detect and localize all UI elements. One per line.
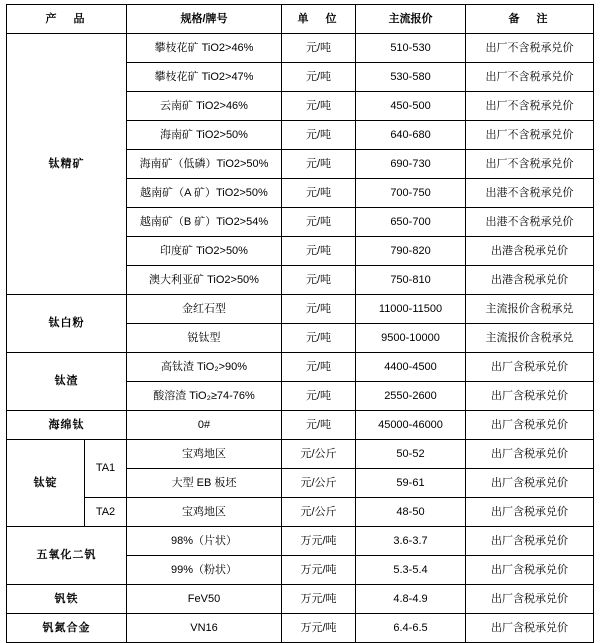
price-cell: 59-61 [356, 469, 466, 498]
spec-cell: 越南矿（A 矿）TiO2>50% [127, 179, 282, 208]
price-cell: 5.3-5.4 [356, 556, 466, 585]
price-table-sheet [0, 4, 601, 634]
spec-cell: 宝鸡地区 [127, 440, 282, 469]
table-row [7, 353, 594, 382]
header-product: 产 品 [7, 5, 127, 34]
note-cell: 出厂含税承兑价 [466, 411, 594, 440]
unit-cell: 元/吨 [282, 266, 356, 295]
note-cell: 出厂含税承兑价 [466, 498, 594, 527]
unit-cell: 万元/吨 [282, 614, 356, 643]
category-cell: 海绵钛 [7, 411, 127, 440]
spec-cell: 98%（片状） [127, 527, 282, 556]
note-cell: 出厂含税承兑价 [466, 556, 594, 585]
unit-cell: 元/吨 [282, 353, 356, 382]
spec-cell: 高钛渣 TiO₂>90% [127, 353, 282, 382]
note-cell: 出港不含税承兑价 [466, 208, 594, 237]
table-row [7, 295, 594, 324]
spec-cell: 印度矿 TiO2>50% [127, 237, 282, 266]
note-cell: 出厂含税承兑价 [466, 585, 594, 614]
price-cell: 4400-4500 [356, 353, 466, 382]
price-cell: 700-750 [356, 179, 466, 208]
category-cell: 钛渣 [7, 353, 127, 411]
price-cell: 790-820 [356, 237, 466, 266]
table-row [7, 614, 594, 643]
spec-cell: 越南矿（B 矿）TiO2>54% [127, 208, 282, 237]
unit-cell: 万元/吨 [282, 556, 356, 585]
unit-cell: 元/吨 [282, 121, 356, 150]
price-cell: 50-52 [356, 440, 466, 469]
note-cell: 出厂含税承兑价 [466, 440, 594, 469]
note-cell: 出港不含税承兑价 [466, 179, 594, 208]
unit-cell: 万元/吨 [282, 527, 356, 556]
price-cell: 48-50 [356, 498, 466, 527]
price-cell: 11000-11500 [356, 295, 466, 324]
grade-cell: TA2 [85, 498, 127, 527]
unit-cell: 元/吨 [282, 34, 356, 63]
note-cell: 出港含税承兑价 [466, 237, 594, 266]
unit-cell: 元/公斤 [282, 440, 356, 469]
note-cell: 出厂含税承兑价 [466, 382, 594, 411]
spec-cell: 海南矿 TiO2>50% [127, 121, 282, 150]
unit-cell: 元/公斤 [282, 469, 356, 498]
unit-cell: 元/吨 [282, 92, 356, 121]
spec-cell: 0# [127, 411, 282, 440]
header-spec: 规格/牌号 [127, 5, 282, 34]
spec-cell: 大型 EB 板坯 [127, 469, 282, 498]
category-cell: 钒铁 [7, 585, 127, 614]
unit-cell: 元/吨 [282, 150, 356, 179]
spec-cell: VN16 [127, 614, 282, 643]
table-row [7, 585, 594, 614]
price-table [6, 4, 594, 643]
spec-cell: 海南矿（低磷）TiO2>50% [127, 150, 282, 179]
note-cell: 出厂不含税承兑价 [466, 150, 594, 179]
table-header-row [7, 5, 594, 34]
spec-cell: 澳大利亚矿 TiO2>50% [127, 266, 282, 295]
table-row [7, 498, 594, 527]
unit-cell: 元/吨 [282, 324, 356, 353]
note-cell: 主流报价含税承兑 [466, 295, 594, 324]
category-cell: 钛白粉 [7, 295, 127, 353]
spec-cell: FeV50 [127, 585, 282, 614]
table-row [7, 34, 594, 63]
unit-cell: 元/吨 [282, 63, 356, 92]
table-row [7, 527, 594, 556]
header-unit: 单 位 [282, 5, 356, 34]
unit-cell: 元/吨 [282, 208, 356, 237]
note-cell: 出港含税承兑价 [466, 266, 594, 295]
note-cell: 主流报价含税承兑 [466, 324, 594, 353]
table-row [7, 411, 594, 440]
note-cell: 出厂含税承兑价 [466, 614, 594, 643]
price-cell: 45000-46000 [356, 411, 466, 440]
price-cell: 2550-2600 [356, 382, 466, 411]
note-cell: 出厂不含税承兑价 [466, 63, 594, 92]
table-row [7, 440, 594, 469]
note-cell: 出厂不含税承兑价 [466, 34, 594, 63]
unit-cell: 元/公斤 [282, 498, 356, 527]
unit-cell: 元/吨 [282, 382, 356, 411]
note-cell: 出厂含税承兑价 [466, 527, 594, 556]
category-cell: 钛精矿 [7, 34, 127, 295]
grade-cell: TA1 [85, 440, 127, 498]
unit-cell: 元/吨 [282, 295, 356, 324]
header-note: 备 注 [466, 5, 594, 34]
note-cell: 出厂不含税承兑价 [466, 121, 594, 150]
spec-cell: 99%（粉状） [127, 556, 282, 585]
spec-cell: 云南矿 TiO2>46% [127, 92, 282, 121]
header-price: 主流报价 [356, 5, 466, 34]
unit-cell: 元/吨 [282, 237, 356, 266]
unit-cell: 元/吨 [282, 179, 356, 208]
price-cell: 510-530 [356, 34, 466, 63]
spec-cell: 攀枝花矿 TiO2>46% [127, 34, 282, 63]
price-cell: 690-730 [356, 150, 466, 179]
spec-cell: 宝鸡地区 [127, 498, 282, 527]
price-cell: 750-810 [356, 266, 466, 295]
price-cell: 640-680 [356, 121, 466, 150]
unit-cell: 万元/吨 [282, 585, 356, 614]
category-cell: 钛锭 [7, 440, 85, 527]
note-cell: 出厂含税承兑价 [466, 469, 594, 498]
category-cell: 钒氮合金 [7, 614, 127, 643]
price-cell: 4.8-4.9 [356, 585, 466, 614]
note-cell: 出厂不含税承兑价 [466, 92, 594, 121]
spec-cell: 酸溶渣 TiO₂≥74-76% [127, 382, 282, 411]
spec-cell: 锐钛型 [127, 324, 282, 353]
price-cell: 3.6-3.7 [356, 527, 466, 556]
note-cell: 出厂含税承兑价 [466, 353, 594, 382]
spec-cell: 金红石型 [127, 295, 282, 324]
price-cell: 9500-10000 [356, 324, 466, 353]
price-cell: 530-580 [356, 63, 466, 92]
price-cell: 650-700 [356, 208, 466, 237]
price-cell: 6.4-6.5 [356, 614, 466, 643]
category-cell: 五氧化二钒 [7, 527, 127, 585]
spec-cell: 攀枝花矿 TiO2>47% [127, 63, 282, 92]
unit-cell: 元/吨 [282, 411, 356, 440]
price-cell: 450-500 [356, 92, 466, 121]
